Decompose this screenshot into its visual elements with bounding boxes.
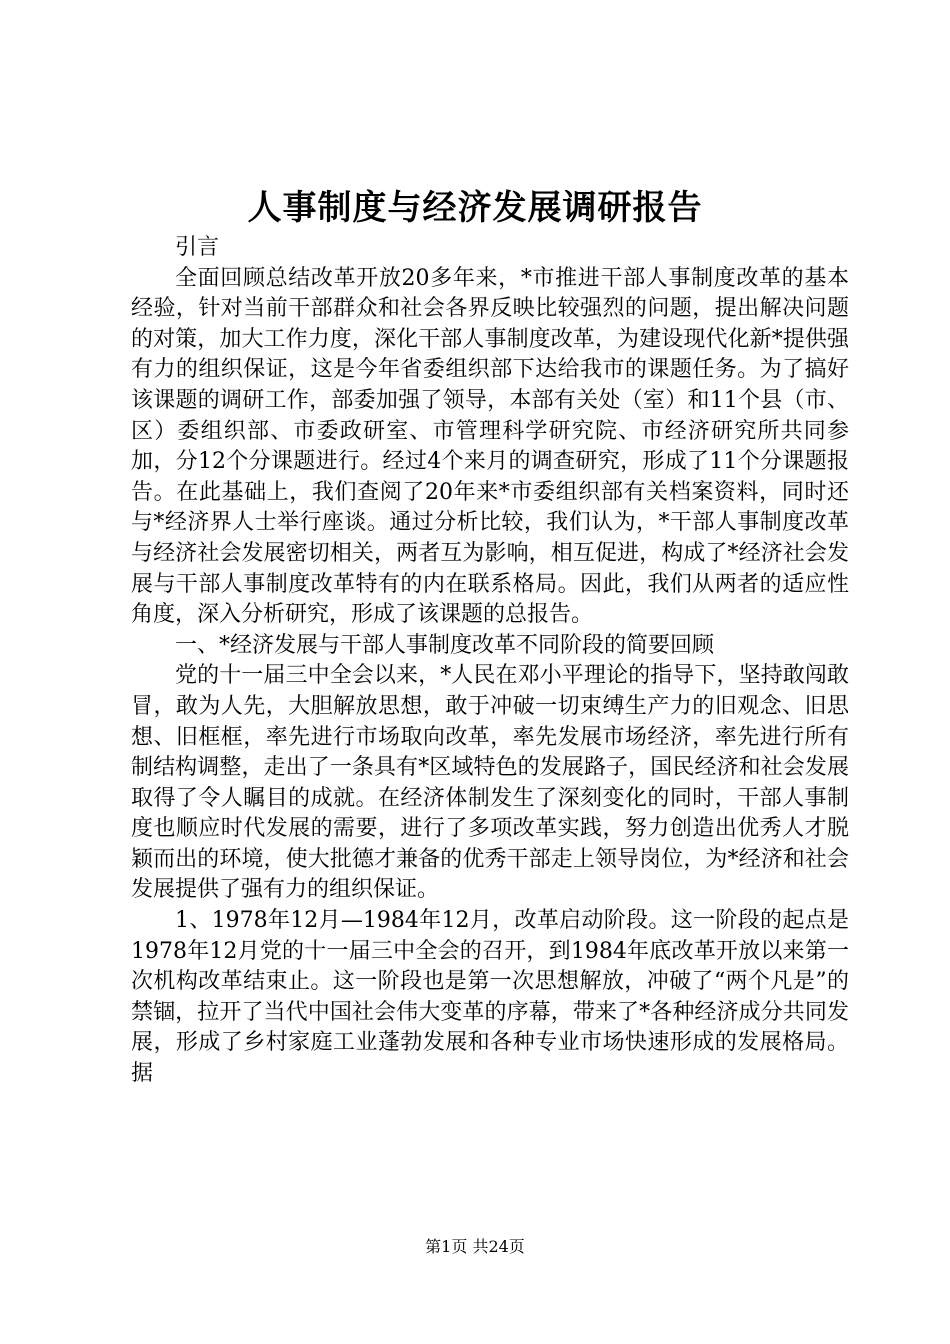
paragraph-stage-1: 1、1978年12月—1984年12月，改革启动阶段。这一阶段的起点是1978年12月党的十一届三中全会的召开，到1984年底改革开放以来第一次机构改革结束止。这一阶段也是第一次思想解放，冲破了“两个凡是”的禁锢，拉开了当代中国社会伟大变革的序幕，带来了*各种经济成分共同发展，形成了乡村家庭工业蓬勃发展和各种专业市场快速形成的发展格局。据 [131,908,849,1087]
section-heading-1: 一、*经济发展与干部人事制度改革不同阶段的简要回顾 [175,632,715,658]
page-footer: 第1页 共24页 [425,1237,525,1256]
paragraph-intro: 全面回顾总结改革开放20多年来，*市推进干部人事制度改革的基本经验，针对当前干部群众和社会各界反映比较强烈的问题，提出解决问题的对策，加大工作力度，深化干部人事制度改革，为建设现代化新*提供强有力的组织保证，这是今年省委组织部下达给我市的课题任务。为了搞好该课题的调研工作，部委加强了领导，本部有关处（室）和11个县（市、区）委组织部、市委政研室、市管理科学研究院、市经济研究所共同参加，分12个分课题进行。经过4个来月的调查研究，形成了11个分课题报告。在此基础上，我们查阅了20年来*市委组织部有关档案资料，同时还与*经济界人士举行座谈。通过分析比较，我们认为，*干部人事制度改革与经济社会发展密切相关，两者互为影响，相互促进，构成了*经济社会发展与干部人事制度改革特有的内在联系格局。因此，我们从两者的适应性角度，深入分析研究，形成了该课题的总报告。 [131,265,849,628]
paragraph-review: 党的十一届三中全会以来，*人民在邓小平理论的指导下，坚持敢闯敢冒，敢为人先，大胆解放思想，敢于冲破一切束缚生产力的旧观念、旧思想、旧框框，率先进行市场取向改革，率先发展市场经济，率先进行所有制结构调整，走出了一条具有*区域特色的发展路子，国民经济和社会发展取得了令人瞩目的成就。在经济体制发生了深刻变化的同时，干部人事制度也顺应时代发展的需要，进行了多项改革实践，努力创造出优秀人才脱颖而出的环境，使大批德才兼备的优秀干部走上领导岗位，为*经济和社会发展提供了强有力的组织保证。 [131,663,849,903]
document-body [131,233,849,1090]
document-title: 人事制度与经济发展调研报告 [247,188,703,228]
intro-label: 引言 [175,235,220,260]
